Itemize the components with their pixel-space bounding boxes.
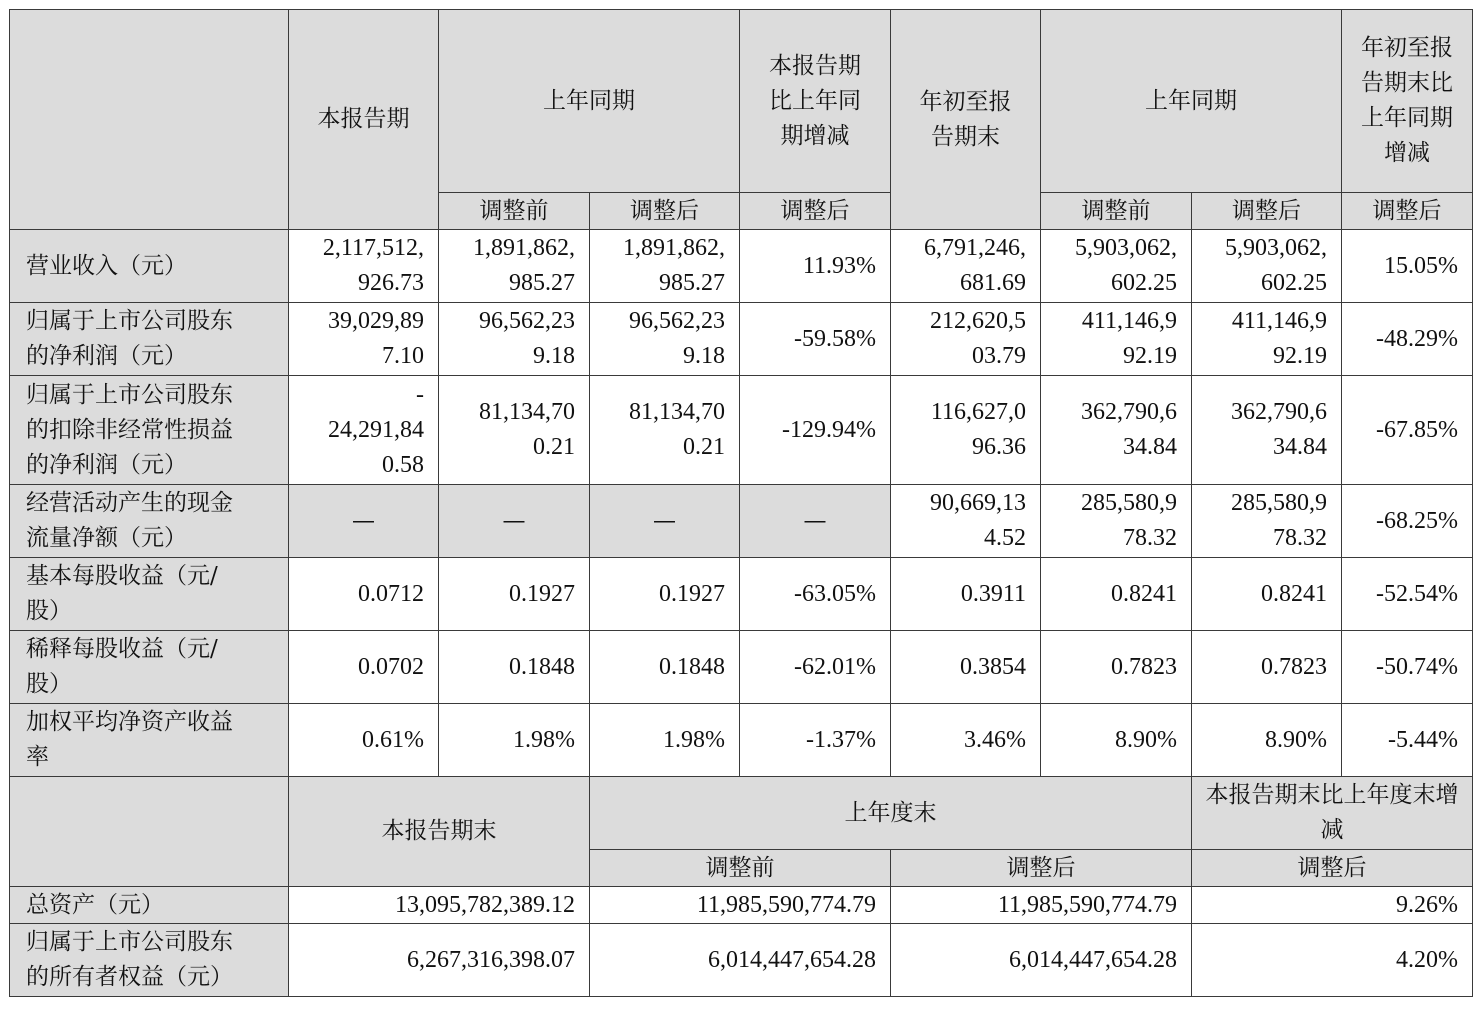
row-label: 归属于上市公司股东 的扣除非经常性损益 的净利润（元） [10,376,289,485]
value-cell: 0.1927 [590,558,740,631]
value-cell: 362,790,6 34.84 [1192,376,1342,485]
value-cell: 96,562,23 9.18 [590,303,740,376]
table-row [10,376,1473,485]
financial-summary-table [9,9,1473,997]
value-cell: -52.54% [1342,558,1473,631]
header2-period-end: 本报告期末 [289,777,590,887]
header-corner-cell [10,10,289,230]
value-cell: 13,095,782,389.12 [289,887,590,924]
value-cell-empty: — [439,485,590,558]
value-cell: 0.1927 [439,558,590,631]
header2-row-1 [10,777,1473,850]
value-cell: 0.8241 [1041,558,1192,631]
row-label: 加权平均净资产收益 率 [10,704,289,777]
value-cell: 81,134,70 0.21 [439,376,590,485]
header2-after-adj-change: 调整后 [1192,850,1473,887]
header2-change-vs-prior-year-end: 本报告期末比上年度末增减 [1192,777,1473,850]
value-cell-empty: — [289,485,439,558]
value-cell: 5,903,062, 602.25 [1041,230,1192,303]
value-cell: 6,267,316,398.07 [289,924,590,997]
header-before-adj: 调整前 [439,193,590,230]
header-after-adj: 调整后 [590,193,740,230]
value-cell: 81,134,70 0.21 [590,376,740,485]
row-label: 总资产（元） [10,887,289,924]
header-prior-year-same: 上年同期 [439,10,740,193]
value-cell: 6,791,246, 681.69 [891,230,1041,303]
value-cell: 0.8241 [1192,558,1342,631]
header-prior-year-same-ytd: 上年同期 [1041,10,1342,193]
value-cell: 90,669,13 4.52 [891,485,1041,558]
value-cell: 4.20% [1192,924,1473,997]
value-cell: 411,146,9 92.19 [1192,303,1342,376]
value-cell: 11,985,590,774.79 [590,887,891,924]
value-cell: 6,014,447,654.28 [891,924,1192,997]
value-cell: 0.7823 [1192,631,1342,704]
value-cell: -63.05% [740,558,891,631]
value-cell: 1,891,862, 985.27 [439,230,590,303]
value-cell: 9.26% [1192,887,1473,924]
row-label: 经营活动产生的现金 流量净额（元） [10,485,289,558]
value-cell: 285,580,9 78.32 [1192,485,1342,558]
row-label: 归属于上市公司股东 的净利润（元） [10,303,289,376]
value-cell: -62.01% [740,631,891,704]
header-row-1 [10,10,1473,193]
table-row [10,704,1473,777]
value-cell: 362,790,6 34.84 [1041,376,1192,485]
header-ytd-vs-prior-change: 年初至报告期末比上年同期增减 [1342,10,1473,193]
table-row [10,485,1473,558]
value-cell: 2,117,512, 926.73 [289,230,439,303]
value-cell: 285,580,9 78.32 [1041,485,1192,558]
value-cell: 11,985,590,774.79 [891,887,1192,924]
table-row [10,631,1473,704]
row-label: 营业收入（元） [10,230,289,303]
value-cell: 0.1848 [439,631,590,704]
header-after-adj-ytd-change: 调整后 [1342,193,1473,230]
header2-after-adj: 调整后 [891,850,1192,887]
value-cell: 0.61% [289,704,439,777]
table-row [10,924,1473,997]
header-after-adj-change: 调整后 [740,193,891,230]
value-cell: -67.85% [1342,376,1473,485]
value-cell: 212,620,5 03.79 [891,303,1041,376]
value-cell: -68.25% [1342,485,1473,558]
value-cell: -129.94% [740,376,891,485]
value-cell: -48.29% [1342,303,1473,376]
value-cell-empty: — [740,485,891,558]
value-cell: 411,146,9 92.19 [1041,303,1192,376]
value-cell: -59.58% [740,303,891,376]
header-ytd: 年初至报告期末 [891,10,1041,230]
header2-prior-year-end: 上年度末 [590,777,1192,850]
value-cell: - 24,291,84 0.58 [289,376,439,485]
value-cell: 39,029,89 7.10 [289,303,439,376]
header-before-adj-ytd: 调整前 [1041,193,1192,230]
value-cell: 0.3911 [891,558,1041,631]
value-cell: 15.05% [1342,230,1473,303]
value-cell: 11.93% [740,230,891,303]
header-after-adj-ytd: 调整后 [1192,193,1342,230]
header2-before-adj: 调整前 [590,850,891,887]
table-row [10,558,1473,631]
value-cell: 6,014,447,654.28 [590,924,891,997]
value-cell: -50.74% [1342,631,1473,704]
value-cell: 1.98% [590,704,740,777]
table-row [10,887,1473,924]
value-cell: 8.90% [1041,704,1192,777]
header-current-vs-prior-change: 本报告期比上年同期增减 [740,10,891,193]
value-cell: 0.1848 [590,631,740,704]
header2-corner-cell [10,777,289,887]
table-row [10,230,1473,303]
value-cell: 0.0702 [289,631,439,704]
row-label: 归属于上市公司股东 的所有者权益（元） [10,924,289,997]
value-cell: -5.44% [1342,704,1473,777]
value-cell: 1.98% [439,704,590,777]
value-cell: 0.7823 [1041,631,1192,704]
value-cell: -1.37% [740,704,891,777]
value-cell: 0.3854 [891,631,1041,704]
value-cell: 1,891,862, 985.27 [590,230,740,303]
value-cell: 96,562,23 9.18 [439,303,590,376]
value-cell-empty: — [590,485,740,558]
value-cell: 116,627,0 96.36 [891,376,1041,485]
table-row [10,303,1473,376]
value-cell: 5,903,062, 602.25 [1192,230,1342,303]
value-cell: 3.46% [891,704,1041,777]
row-label: 基本每股收益（元/ 股） [10,558,289,631]
value-cell: 0.0712 [289,558,439,631]
header-current-period: 本报告期 [289,10,439,230]
value-cell: 8.90% [1192,704,1342,777]
row-label: 稀释每股收益（元/ 股） [10,631,289,704]
